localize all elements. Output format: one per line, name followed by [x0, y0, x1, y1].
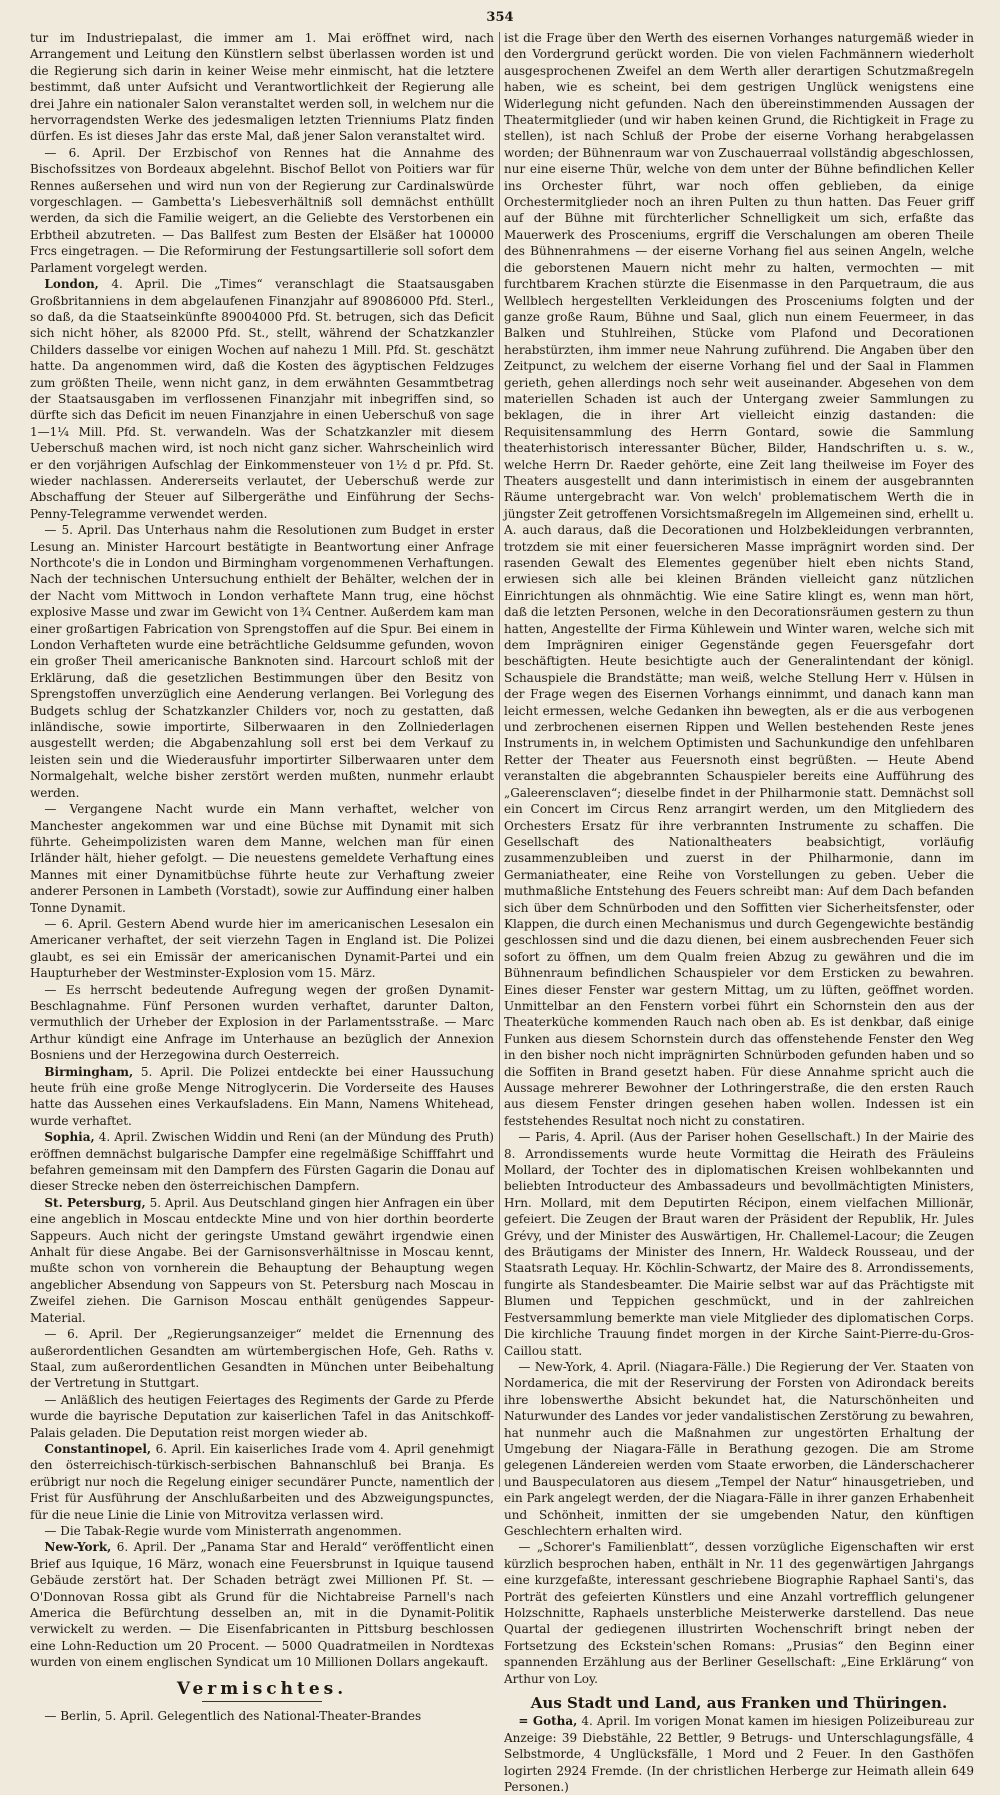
news-text: 5. April. Die Polizei entdeckte bei einer Haussuchung heute früh eine große Menge Nitroglycerin. Die Vorderseite des Hauses hatte das Aussehen eines Verkaufsladens. Ein Mann, Namens Whitehead, wurde verhaftet.: [30, 1064, 494, 1128]
section-heading: Aus Stadt und Land, aus Franken und Thüringen.: [530, 1694, 948, 1713]
dateline-place: New-York,: [44, 1540, 112, 1555]
news-text: 6. April. Der „Panama Star and Herald“ veröffentlicht einen Brief aus Iquique, 16 März, wonach eine Feuersbrunst in Iquique tausend Gebäude zerstört hat. Der Schaden beträgt zwei Millionen Pf. St. — O'Donnovan Rossa gibt als Grund für die Nichtabreise Parnell's nach America die Befürchtung desselben an, mit in die Dynamit-Politik verwickelt zu werden. — Die Eisenfabricanten in Pittsburg beschlossen eine Lohn-Reduction um 20 Procent. — 5000 Quadratmeilen in Nordtexas wurden von einem englischen Syndicat um 10 Millionen Dollars angekauft.: [30, 1540, 494, 1670]
article-paragraph: — 6. April. Gestern Abend wurde hier im americanischen Lesesalon ein Americaner verhaftet, der seit vierzehn Tagen in England ist. Die Polizei glaubt, es sei ein Emissär der americanischen Dynamit-Partei und ein Haupturheber der Westminster-Explosion vom 15. März.: [30, 916, 494, 981]
dateline-place: Birmingham,: [44, 1064, 134, 1079]
dateline-place: Constantinopel,: [44, 1441, 152, 1456]
news-text: 4. April. Im vorigen Monat kamen im hiesigen Polizeibureau zur Anzeige: 39 Diebstähle, 22 Bettler, 9 Betrugs- und Unterschlagungsfälle, 4 Selbstmorde, 4 Unglücksfälle, 1 Mord und 2 Feuer. In den Gasthöfen logirten 2924 Fremde. (In der christlichen Herberge zur Heimath allein 649 Personen.): [504, 1714, 974, 1795]
article-paragraph: — Paris, 4. April. (Aus der Pariser hohen Gesellschaft.) In der Mairie des 8. Arrondissements wurde heute Vormittag die Heirath des Fräuleins Mollard, der Tochter des in diplomatischen Kreisen wohlbekannten und beliebten Introducteur des Ambassadeurs und bevollmächtigten Ministers, Hrn. Mollard, mit dem Deputirten Récipon, einem vielfachen Millionär, gefeiert. Die Zeugen der Braut waren der Präsident der Republik, Hr. Jules Grévy, und der Minister des Auswärtigen, Hr. Challemel-Lacour; die Zeugen des Bräutigams der Minister des Innern, Hr. Waldeck Rousseau, und der Staatsrath Lequay. Hr. Köchlin-Schwartz, der Maire des 8. Arrondissements, fungirte als Standesbeamter. Die Mairie selbst war auf das Prächtigste mit Blumen und Teppichen geschmückt, und in der zahlreichen Festversammlung bemerkte man viele Mitglieder des diplomatischen Corps. Die kirchliche Trauung findet morgen in der Kirche Saint-Pierre-du-Gros-Caillou statt.: [504, 1130, 974, 1358]
article-paragraph: — 6. April. Der Erzbischof von Rennes hat die Annahme des Bischofssitzes von Bordeaux abgelehnt. Bischof Bellot von Poitiers war für Rennes außersehen und wird nun von der Regierung zur Cardinalswürde vorgeschlagen. — Gambetta's Liebesverhältniß soll demnächst enthüllt werden, da sich die Familie weigert, an die Geliebte des Verstorbenen ein Erbtheil abzutreten. — Das Ballfest zum Besten der Elsäßer hat 100000 Frcs eingetragen. — Die Reformirung der Festungsartillerie soll sofort dem Parlament vorgelegt werden.: [30, 145, 494, 275]
news-text: 4. April. Die „Times“ veranschlagt die Staatsausgaben Großbritanniens in dem abgelaufenen Finanzjahr auf 89086000 Pfd. Sterl., so daß, da die Staatseinkünfte 89004000 Pfd. St. betrugen, sich das Deficit sich nicht höher, als 82000 Pfd. St., stellt, während der Schatzkanzler Childers dasselbe vor einigen Wochen auf nahezu 1 Mill. Pfd. St. geschätzt hatte. Da angenommen wird, daß die Kosten des ägyptischen Feldzuges zum größten Theile, wenn nicht ganz, in dem erwähnten Gesammtbetrag der Staatsausgaben im verflossenen Finanzjahr mit inbegriffen sind, so dürfte sich das Deficit im neuen Finanzjahre in einen Ueberschuß von sage 1—1¼ Mill. Pfd. St. verwandeln. Was der Schatzkanzler mit diesem Ueberschuß machen wird, ist noch nicht ganz sicher. Wahrscheinlich wird er den vorjährigen Aufschlag der Einkommensteuer von 1½ d pr. Pfd. St. wieder nachlassen. Andererseits verlautet, der Ueberschuß werde zur Abschaffung der Steuer auf Silbergeräthe und Einführung der Sechs-Penny-Telegramme verwendet werden.: [30, 277, 494, 521]
article-paragraph: — 5. April. Das Unterhaus nahm die Resolutionen zum Budget in erster Lesung an. Minister Harcourt bestätigte in Beantwortung einer Anfrage Northcote's die in London und Birmingham vorgenommenen Verhaftungen. Nach der technischen Untersuchung enthielt der Behälter, welchen der in der Nacht vom Mittwoch in London verhaftete Mann trug, eine höchst explosive Masse und zwar im Gewicht von 1¾ Centner. Außerdem kam man einer großartigen Fabrication von Sprengstoffen auf die Spur. Bei einem in London Verhafteten wurde eine beträchtliche Geldsumme gefunden, wovon ein großer Theil americanische Banknoten sind. Harcourt schloß mit der Erklärung, daß die gesetzlichen Bestimmungen über den Besitz von Sprengstoffen unverzüglich eine Aenderung verlangen. Bei Vorlegung des Budgets schlug der Schatzkanzler Childers vor, noch zu gestatten, daß inländische, sowie importirte, Silberwaaren in den Zollniederlagen ausgestellt werden; die Abgabenzahlung soll erst bei dem Verkauf zu leisten sein und die Wiederausfuhr importirter Silberwaaren unter dem Normalgehalt, welche bisher zerstört werden mußten, nunmehr erlaubt werden.: [30, 523, 494, 800]
news-item: [30, 1195, 494, 1326]
dateline-place: Sophia,: [44, 1130, 95, 1145]
right-column: [504, 30, 974, 1795]
page-number: 354: [486, 10, 514, 25]
article-paragraph: ist die Frage über den Werth des eisernen Vorhanges naturgemäß wieder in den Vordergrund gerückt worden. Die von vielen Fachmännern wiederholt ausgesprochenen Zweifel an dem Werth aller derartigen Schutzmaßregeln haben, wie es scheint, bei dem gestrigen Unglück wenigstens eine Widerlegung nicht gefunden. Nach den übereinstimmenden Aussagen der Theatermitglieder (und wir haben keinen Grund, die Richtigkeit in Frage zu stellen), ist nach Schluß der Probe der eiserne Vorhang herabgelassen worden; der Bühnenraum war von Zuschauerraal vollständig abgeschlossen, nur eine eiserne Thür, welche von dem unter der Bühne befindlichen Keller ins Orchester führt, war noch offen geblieben, da einige Orchestermitglieder noch an ihren Pulten zu thun hatten. Das Feuer griff auf der Bühne mit fürchterlicher Schnelligkeit um sich, erfaßte das Mauerwerk des Prosceniums, ergriff die Verschalungen am oberen Theile des Bühnenrahmens — der eiserne Vorhang fiel aus seinen Angeln, welche die geborstenen Mauern nicht mehr zu halten, vermochten — mit furchtbarem Krachen stürzte die Eisenmasse in den Parquetraum, die aus Wellblech hergestellten Verkleidungen des Prosceniums folgten und der ganze große Raum, Bühne und Saal, glich nun einem Feuermeer, in das Balken und Stuhlreihen, Stücke vom Plafond und Decorationen herabstürzten, ihm immer neue Nahrung zuführend. Die Angaben über den Zeitpunct, zu welchem der eiserne Vorhang fiel und der Saal in Flammen gerieth, gehen allerdings noch sehr weit auseinander. Abgesehen von dem materiellen Schaden ist auch der Untergang zweier Sammlungen zu beklagen, die in ihrer Art vielleicht einzig dastanden: die Requisitensammlung des Herrn Gontard, sowie die Sammlung theaterhistorisch interessanter Bücher, Bilder, Handschriften u. s. w., welche Herrn Dr. Raeder gehörte, eine Zeit lang theilweise im Foyer des Theaters ausgestellt und dann interimistisch in einem der ausgebrannten Räume untergebracht war. Von welch' problematischem Werth die in jüngster Zeit getroffenen Vorsichtsmaßregeln im Allgemeinen sind, erhellt u. A. auch daraus, daß die Decorationen und Holzbekleidungen verbrannten, trotzdem sie mit einer feuersicheren Masse imprägnirt worden sind. Der rasenden Gewalt des Elementes gegenüber hielt eben nichts Stand, erwiesen sich alle bei kleinen Bränden vielleicht ganz nützlichen Einrichtungen als ohnmächtig. Wie eine Satire klingt es, wenn man hört, daß die letzten Personen, welche in den Decorationsräumen gestern zu thun hatten, Angestellte der Firma Kühlewein und Winter waren, welche sich mit dem Imprägniren einiger Gegenstände gegen Feuersgefahr dort beschäftigten. Heute besichtigte auch der Generalintendant der königl. Schauspiele die Brandstätte; man weiß, welche Stellung Herr v. Hülsen in der Frage wegen des Eisernen Vorhangs einnimmt, und danach kann man leicht ermessen, welche Gedanken ihn bewegten, als er die aus verbogenen und zerbrochenen eisernen Rippen und Wellen bestehenden Reste jenes Instruments in, in welchem Optimisten und Sachunkundige den unfehlbaren Retter der Theater aus Feuersnoth einst begrüßten. — Heute Abend veranstalten die abgebrannten Schauspieler bereits eine Aufführung des „Galeerensclaven“; dieselbe findet in der Philharmonie statt. Demnächst soll ein Concert im Circus Renz arrangirt werden, um den Mitgliedern des Orchesters Ersatz für ihre verbrannten Instrumente zu schaffen. Die Gesellschaft des Nationaltheaters beabsichtigt, vorläufig zusammenzubleiben und zuerst in der Philharmonie, dann im Germaniatheater, eine Reihe von Vorstellungen zu geben. Ueber die muthmaßliche Entstehung des Feuers schreibt man: Auf dem Dach befanden sich über dem Schnürboden und den Soffitten vier Sicherheitsfenster, oder Klappen, die durch einen Mechanismus und durch Gegengewichte beständig geschlossen sind und die dazu dienen, bei einem ausbrechenden Feuer sich sofort zu öffnen, um dem Qualm freien Abzug zu gewähren und die im Bühnenraum befindlichen Schauspieler vor dem Ersticken zu bewahren. Eines dieser Fenster war gestern Mittag, um zu lüften, geöffnet worden. Unmittelbar an den Fenstern vorbei führt ein Schornstein den aus der Theaterküche kommenden Rauch nach oben ab. Es ist denkbar, daß einige Funken aus diesem Schornstein durch das offenstehende Fenster den Weg in den bisher noch nicht imprägnirten Schnürboden gefunden haben und so die Soffiten in Brand gesetzt haben. Für diese Annahme spricht auch die Aussage mehrerer Bewohner der Lothringerstraße, die den ersten Rauch aus diesem Fenster dringen gesehen haben wollen. Indessen ist ein feststehendes Resultat noch nicht zu constatiren.: [504, 31, 974, 1128]
article-paragraph: — „Schorer's Familienblatt“, dessen vorzügliche Eigenschaften wir erst kürzlich besprochen haben, enthält in Nr. 11 des gegenwärtigen Jahrgangs eine kurzgefaßte, interessant geschriebene Biographie Raphael Santi's, das Porträt des gefeierten Künstlers und eine Anzahl vortrefflich gelungener Holzschnitte, Raphaels unsterbliche Meisterwerke darstellend. Das neue Quartal der gediegenen illustrirten Wochenschrift bringt neben der Fortsetzung des Eckstein'schen Romans: „Prusias“ den Beginn einer spannenden Erzählung aus der Berliner Gesellschaft: „Eine Erklärung“ von Arthur von Loy.: [504, 1540, 974, 1686]
article-paragraph: — Vergangene Nacht wurde ein Mann verhaftet, welcher von Manchester angekommen war und eine Büchse mit Dynamit mit sich führte. Geheimpolizisten waren dem Manne, welchen man für einen Irländer hält, hieher gefolgt. — Die neuestens gemeldete Verhaftung eines Mannes mit einer Dynamitbüchse führte heute zur Verhaftung zweier anderer Personen in Lambeth (Vorstadt), sowie zur Auffindung einer halben Tonne Dynamit.: [30, 802, 494, 915]
news-item: [504, 1713, 974, 1795]
news-text: 5. April. Aus Deutschland gingen hier Anfragen ein über eine angeblich in Moscau entdeckte Mine und von hier dorthin beorderte Sappeurs. Auch nicht der geringste Umstand gewährt irgendwie einen Anhalt für diese Angabe. Bei der Garnisonsverhältnisse in Moscau kennt, mußte schon von vornherein die Behauptung der Behauptung wegen angeblicher Absendung von Sappeurs von St. Petersburg nach Moscau in Zweifel ziehen. Die Garnison Moscau enthält genügendes Sappeur-Material.: [30, 1195, 494, 1325]
news-text: 6. April. Ein kaiserliches Irade vom 4. April genehmigt den österreichisch-türkisch-serbischen Bahnanschluß bei Branja. Es erübrigt nur noch die Regelung einiger secundärer Puncte, namentlich der Frist für Ausführung der Anschlußarbeiten und des Abzweigungspunctes, für die neue Linie die Linie von Mitrovitza verlassen wird.: [30, 1441, 494, 1522]
news-item: [30, 1539, 494, 1670]
article-paragraph: — Die Tabak-Regie wurde vom Ministerrath angenommen.: [44, 1523, 402, 1538]
section-heading: Vermischtes.: [176, 1678, 348, 1699]
news-item: [30, 1064, 494, 1130]
column-divider: [499, 32, 500, 1487]
article-paragraph: — Anläßlich des heutigen Feiertages des Regiments der Garde zu Pferde wurde die bayrische Deputation zur kaiserlichen Tafel in das Anitschkoff-Palais geladen. Die Deputation reist morgen wieder ab.: [30, 1392, 494, 1440]
news-item: [30, 1441, 494, 1523]
dateline-place: St. Petersburg,: [44, 1195, 146, 1210]
news-text: 4. April. Zwischen Widdin und Reni (an der Mündung des Pruth) eröffnen demnächst bulgarische Dampfer eine regelmäßige Schifffahrt und befahren gemeinsam mit den Dampfern des Fürsten Gagarin die Donau auf dieser Strecke neben den österreichischen Dampfern.: [30, 1130, 494, 1194]
section-rule: [202, 1701, 322, 1702]
dateline-place: = Gotha,: [518, 1714, 578, 1729]
news-item: [30, 276, 494, 522]
article-paragraph: tur im Industriepalast, die immer am 1. Mai eröffnet wird, nach Arrangement und Leitung den Künstlern selbst überlassen worden ist und die Regierung sich darin in keiner Weise mehr einmischt, hat die letztere bestimmt, daß unter Aufsicht und Verantwortlichkeit der Regierung alle drei Jahre ein nationaler Salon veranstaltet werden soll, in welchem nur die hervorragendsten Werke des jedesmaligen letzten Trienniums Platz finden dürfen. Es ist dieses Jahr das erste Mal, daß jener Salon veranstaltet wird.: [30, 31, 494, 144]
left-column: [30, 30, 494, 1724]
article-paragraph: — New-York, 4. April. (Niagara-Fälle.) Die Regierung der Ver. Staaten von Nordamerica, die mit der Reservirung der Forsten von Adirondack bereits ihre lobenswerthe Absicht bekundet hat, die Naturschönheiten und Naturwunder des Landes vor jeder vandalistischen Zerstörung zu bewahren, hat nunmehr auch die Maßnahmen zur ungestörten Erhaltung der Umgebung der Niagara-Fälle in Berathung gezogen. Die am Strome gelegenen Ländereien werden vom Staate erworben, die Länderschacherer und Bauspeculatoren aus diesem „Tempel der Natur“ hinausgetrieben, und ein Park angelegt werden, der die Niagara-Fälle in ihrer ganzen Erhabenheit und Schönheit, inmitten der sie umgebenden Natur, den künftigen Geschlechtern erhalten wird.: [504, 1359, 974, 1538]
dateline-place: London,: [44, 277, 99, 292]
article-paragraph: — Berlin, 5. April. Gelegentlich des National-Theater-Brandes: [44, 1709, 422, 1724]
news-item: [30, 1129, 494, 1195]
article-paragraph: — 6. April. Der „Regierungsanzeiger“ meldet die Ernennung des außerordentlichen Gesandten am würtembergischen Hofe, Geh. Raths v. Staal, zum außerordentlichen Gesandten in München unter Beibehaltung der Vertretung in Stuttgart.: [30, 1327, 494, 1391]
article-paragraph: — Es herrscht bedeutende Aufregung wegen der großen Dynamit-Beschlagnahme. Fünf Personen wurden verhaftet, darunter Dalton, vermuthlich der Urheber der Explosion in der Parlamentsstraße. — Marc Arthur kündigt eine Anfrage im Unterhause an bezüglich der Annexion Bosniens und der Herzegowina durch Oesterreich.: [30, 982, 494, 1063]
